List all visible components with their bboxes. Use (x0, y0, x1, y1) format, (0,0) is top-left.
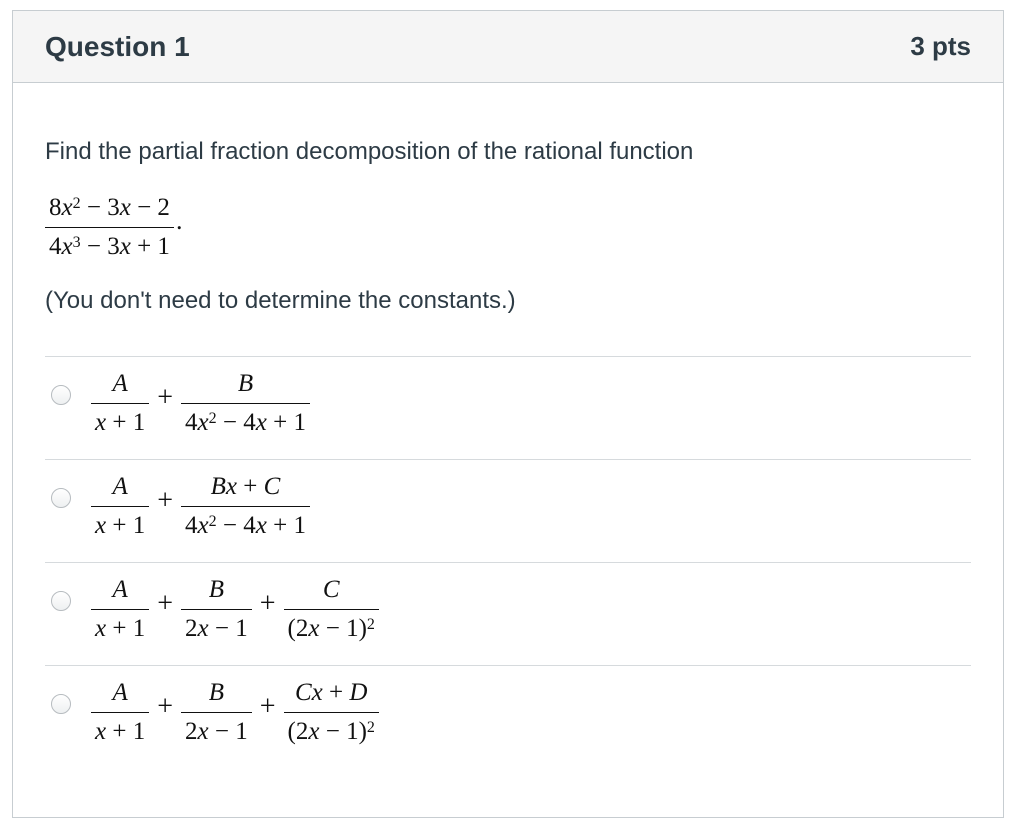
answer-expression: $\frac{A}{x + 1}$ + $\frac{Bx + C}{4x^2 - 4x + 1}$ (91, 472, 310, 541)
question-body (13, 137, 1003, 769)
radio-button[interactable] (51, 694, 71, 714)
answer-option-3[interactable] (45, 563, 971, 666)
answer-list (45, 356, 971, 769)
question-points: 3 pts (910, 31, 971, 61)
radio-button[interactable] (51, 385, 71, 405)
question-title: Question 1 (45, 30, 190, 62)
answer-option-1[interactable] (45, 357, 971, 460)
answer-expression: $\frac{A}{x + 1}$ + $\frac{B}{2x - 1}$ + $\frac{Cx + D}{(2x - 1)^2}$ (91, 678, 379, 747)
radio-button[interactable] (51, 591, 71, 611)
question-header (13, 11, 1003, 83)
answer-expression: $\frac{A}{x + 1}$ + $\frac{B}{2x - 1}$ + $\frac{C}{(2x - 1)^2}$ (91, 575, 379, 644)
question-note: (You don't need to determine the constants.) (45, 287, 516, 314)
question-card (12, 10, 1004, 818)
answer-option-4[interactable] (45, 666, 971, 769)
answer-expression: $\frac{A}{x + 1}$ + $\frac{B}{4x^2 - 4x + 1}$ (91, 369, 310, 438)
question-prompt: Find the partial fraction decomposition of the rational function (45, 138, 694, 165)
radio-button[interactable] (51, 488, 71, 508)
rational-function-fraction: $\frac{8x^2 - 3x - 2}{4x^3 - 3x + 1}$ (45, 193, 174, 262)
answer-option-2[interactable] (45, 460, 971, 563)
rational-function: $\frac{8x^2 - 3x - 2}{4x^3 - 3x + 1}$ . (45, 193, 971, 262)
